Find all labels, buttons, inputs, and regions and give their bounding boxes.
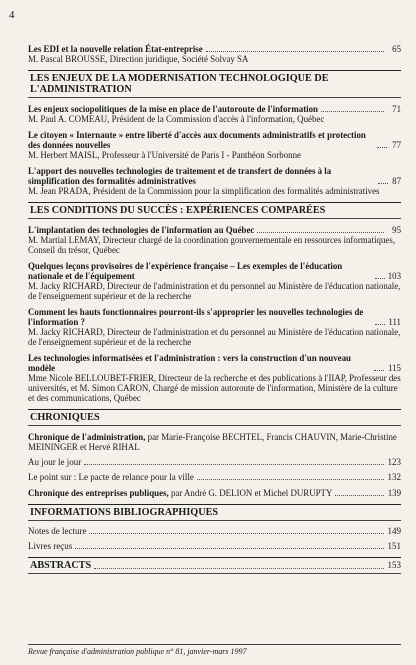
toc-entry-authors: M. Martial LEMAY, Directeur chargé de la coordination gouvernementale en ressources informatiques, Conseil du trésor, Québec <box>28 235 396 255</box>
toc-entry-authors: M. Jacky RICHARD, Directeur de l'administration et du personnel au Ministère de l'éducation nationale, de l'enseignement supérieur et de la recherche <box>28 281 401 301</box>
toc-entry-authors: M. Jean PRADA, Président de la Commission pour la simplification des formalités administratives <box>28 186 380 196</box>
section-heading-abstracts <box>28 557 401 574</box>
toc-entry-page: 65 <box>392 44 401 54</box>
chronique-administration <box>28 432 401 452</box>
toc-item-label: Au jour le jour <box>28 457 82 467</box>
toc-entry-title: Les EDI et la nouvelle relation État-entreprise <box>28 44 203 54</box>
leader-dots <box>374 370 384 371</box>
section-conditions-entries <box>28 225 401 403</box>
toc-entry-authors: Mme Nicole BELLOUBET-FRIER, Directeur de la recherche et des publications à l'IIAP, Professeur des universités, et M. Simon CARON, Chargé de mission autoroute de l'information, Ministère de la culture et des communications, Québec <box>28 373 401 403</box>
toc-entry-page: 103 <box>387 271 401 281</box>
entreprises-authors: par André G. DELION et Michel DURUPTY <box>168 488 333 498</box>
toc-entry-authors: M. Herbert MAISL, Professeur à l'Université de Paris I - Panthéon Sorbonne <box>28 150 301 160</box>
entreprises-page: 139 <box>387 488 401 498</box>
page-number: 4 <box>9 9 15 21</box>
toc-item-page: 151 <box>387 541 401 551</box>
toc-entry-title: L'apport des nouvelles technologies de traitement et de transfert de données à la simplification des formalités administratives <box>28 166 332 186</box>
toc-entry-page: 115 <box>388 363 401 373</box>
toc-item-page: 132 <box>387 472 401 482</box>
leader-dots <box>197 479 384 480</box>
toc-simple-item <box>28 541 401 551</box>
leader-dots <box>375 324 385 325</box>
toc-entry-page: 95 <box>392 225 401 235</box>
toc-entry-title-line <box>28 104 401 114</box>
toc-entry <box>28 44 401 64</box>
toc-entry <box>28 166 401 196</box>
toc-item-label: Le point sur : Le pacte de relance pour la ville <box>28 472 194 482</box>
table-of-contents <box>28 38 401 574</box>
chronique-entreprises <box>28 488 401 498</box>
toc-entry-page: 111 <box>388 317 401 327</box>
toc-entry <box>28 353 401 403</box>
toc-entry-page: 77 <box>392 140 401 150</box>
leader-dots <box>75 548 384 549</box>
toc-entry-title: Le citoyen « Internaute » entre liberté d'accès aux documents administratifs et protection des données nouvelles <box>28 130 366 150</box>
section-heading-enjeux: LES ENJEUX DE LA MODERNISATION TECHNOLOGIQUE DE L'ADMINISTRATION <box>28 70 401 98</box>
toc-entry <box>28 225 401 255</box>
toc-simple-item <box>28 457 401 467</box>
toc-entry <box>28 130 401 160</box>
toc-entry-page: 71 <box>392 104 401 114</box>
toc-item-page: 149 <box>387 526 401 536</box>
toc-entry-page: 87 <box>392 176 401 186</box>
toc-entry-authors: M. Jacky RICHARD, Directeur de l'administration et du personnel au Ministère de l'éducation nationale, de l'enseignement supérieur et de la recherche <box>28 327 401 347</box>
toc-item-page: 123 <box>387 457 401 467</box>
toc-simple-item <box>28 526 401 536</box>
section-heading-conditions: LES CONDITIONS DU SUCCÈS : EXPÉRIENCES COMPARÉES <box>28 202 401 219</box>
leader-dots <box>378 183 388 184</box>
abstracts-page: 153 <box>387 560 401 570</box>
toc-entry-authors: M. Paul A. COMEAU, Président de la Commission d'accès à l'information, Québec <box>28 114 325 124</box>
toc-entry <box>28 261 401 301</box>
toc-simple-item <box>28 472 401 482</box>
toc-entry-title: Quelques leçons provisoires de l'expérience française – Les exemples de l'éducation nationale et de l'équipement <box>28 261 343 281</box>
leader-dots <box>89 533 384 534</box>
toc-entry-title-line <box>28 225 401 235</box>
toc-entry-title-line <box>28 353 401 373</box>
abstracts-label: ABSTRACTS <box>30 560 92 571</box>
section-heading-bibliographie: INFORMATIONS BIBLIOGRAPHIQUES <box>28 504 401 521</box>
section-heading-chroniques: CHRONIQUES <box>28 409 401 426</box>
leader-dots <box>375 278 385 279</box>
toc-entry-authors: M. Pascal BROUSSE, Direction juridique, Société Solvay SA <box>28 54 249 64</box>
toc-entry-title: Les technologies informatisées et l'administration : vers la construction d'un nouveau modèle <box>28 353 351 373</box>
toc-item-label: Livres reçus <box>28 541 73 551</box>
toc-entry-title: Comment les hauts fonctionnaires pourront-ils s'approprier les nouvelles technologies de l'information ? <box>28 307 364 327</box>
toc-entry-title-line <box>28 166 401 186</box>
toc-item-label: Notes de lecture <box>28 526 87 536</box>
bibliographie-items <box>28 526 401 551</box>
toc-entry-title-line <box>28 261 401 281</box>
toc-entry-title: L'implantation des technologies de l'information au Québec <box>28 225 255 235</box>
leader-dots <box>377 147 387 148</box>
journal-footer: Revue française d'administration publique n° 81, janvier-mars 1997 <box>28 644 401 656</box>
toc-entry <box>28 307 401 347</box>
chronique-authors: par Marie-Françoise BECHTEL, Francis CHAUVIN, Marie-Christine MEININGER et Hervé RIHAL <box>28 432 397 452</box>
top-entries <box>28 44 401 64</box>
chronique-items <box>28 457 401 482</box>
toc-entry-title-line <box>28 44 401 54</box>
leader-dots <box>94 568 384 569</box>
toc-entry-title: Les enjeux sociopolitiques de la mise en place de l'autoroute de l'information <box>28 104 318 114</box>
entreprises-title: Chronique des entreprises publiques, <box>28 488 169 498</box>
section-enjeux-entries <box>28 104 401 196</box>
leader-dots <box>335 495 384 496</box>
leader-dots <box>84 464 384 465</box>
leader-dots <box>206 51 384 52</box>
chronique-title: Chronique de l'administration, <box>28 432 146 442</box>
toc-entry-title-line <box>28 130 401 150</box>
toc-entry <box>28 104 401 124</box>
leader-dots <box>257 232 384 233</box>
toc-entry-title-line <box>28 307 401 327</box>
leader-dots <box>321 111 384 112</box>
